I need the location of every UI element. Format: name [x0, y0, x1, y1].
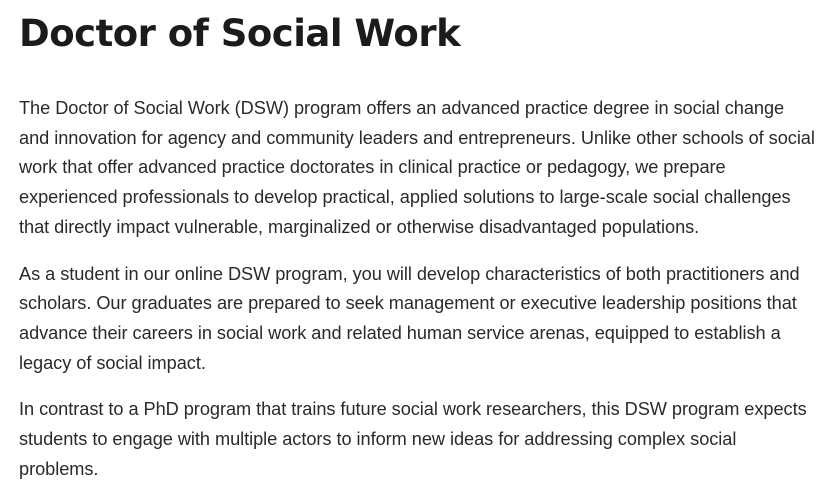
student-paragraph: As a student in our online DSW program, you will develop characteristics of both practitioners and scholars. Our graduates are prepared to seek management or executive leadership positions that advance their careers in social work and related human service arenas, equipped to establish a legacy of social impact. [19, 263, 800, 373]
phd-contrast-paragraph: In contrast to a PhD program that trains future social work researchers, this DSW program expects students to engage with multiple actors to inform new ideas for addressing complex social problems. [19, 399, 807, 479]
intro-paragraph: The Doctor of Social Work (DSW) program offers an advanced practice degree in social change and innovation for agency and community leaders and entrepreneurs. Unlike other schools of social work that offer advanced practice doctorates in clinical practice or pedagogy, we prepare experienced professionals to develop practical, applied solutions to large-scale social challenges that directly impact vulnerable, marginalized or otherwise disadvantaged populations. [19, 98, 815, 237]
page-title: Doctor of Social Work [19, 12, 461, 55]
main-content [19, 0, 819, 484]
